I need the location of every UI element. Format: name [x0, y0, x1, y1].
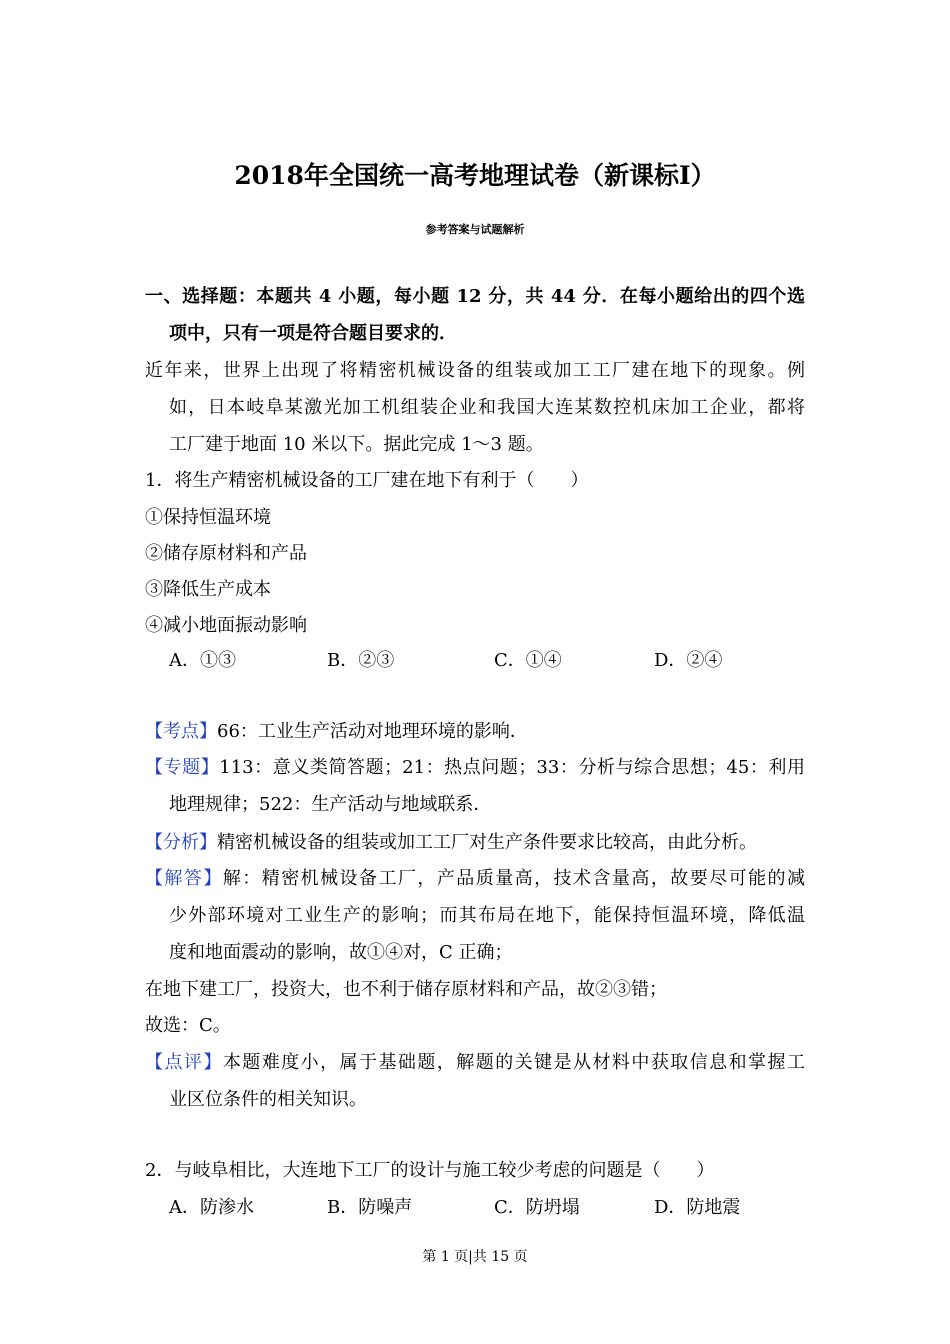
- q2-option-a: A．防渗水: [169, 1197, 254, 1218]
- jieda-cont: 少外部环境对工业生产的影响；而其布局在地下，能保持恒温环境，降低温: [169, 905, 805, 926]
- jieda: [145, 867, 805, 891]
- question-2-stem: 2．与岐阜相比，大连地下工厂的设计与施工较少考虑的问题是（ ）: [145, 1160, 715, 1181]
- page-footer: 第 1 页|共 15 页: [422, 1249, 528, 1265]
- jieda-tag: 【解答】: [145, 868, 223, 889]
- fenxi-text: 精密机械设备的组装或加工工厂对生产条件要求比较高，由此分析。: [217, 832, 757, 853]
- jieda-cont: 度和地面震动的影响，故①④对，C 正确；: [169, 942, 513, 963]
- q1-option-c: C．①④: [494, 650, 562, 671]
- kaodian-tag: 【考点】: [145, 721, 217, 742]
- dianping: [145, 1051, 805, 1075]
- section-heading-cont: 项中，只有一项是符合题目要求的．: [169, 323, 457, 344]
- dianping-tag: 【点评】: [145, 1052, 223, 1073]
- q1-item: ③降低生产成本: [145, 579, 271, 600]
- jieda-text: 解：精密机械设备工厂，产品质量高，技术含量高，故要尽可能的减: [222, 868, 806, 889]
- zhuanti-cont: 地理规律；522：生产活动与地域联系．: [169, 794, 492, 815]
- fenxi: [145, 831, 805, 855]
- q1-option-a: A．①③: [169, 650, 236, 671]
- dianping-text: 本题难度小，属于基础题，解题的关键是从材料中获取信息和掌握工: [222, 1052, 806, 1073]
- dianping-cont: 业区位条件的相关知识。: [169, 1089, 367, 1110]
- q1-item: ②储存原材料和产品: [145, 543, 307, 564]
- q2-option-b: B．防噪声: [327, 1197, 413, 1218]
- jieda-cont: 在地下建工厂，投资大，也不利于储存原材料和产品，故②③错；: [145, 979, 667, 1000]
- page-title: 2018年全国统一高考地理试卷（新课标Ⅰ）: [234, 161, 716, 190]
- q2-option-c: C．防坍塌: [494, 1197, 580, 1218]
- section-heading: 一、选择题：本题共 4 小题，每小题 12 分，共 44 分．在每小题给出的四个选: [145, 286, 805, 307]
- zhuanti: [145, 756, 805, 780]
- q1-item: ①保持恒温环境: [145, 507, 271, 528]
- intro-text: 如，日本岐阜某激光加工机组装企业和我国大连某数控机床加工企业，都将: [169, 397, 805, 418]
- zhuanti-tag: 【专题】: [145, 757, 220, 778]
- q1-item: ④减小地面振动影响: [145, 615, 307, 636]
- question-1-stem: 1．将生产精密机械设备的工厂建在地下有利于（ ）: [145, 470, 589, 491]
- kaodian: [145, 720, 805, 744]
- intro-text: 工厂建于地面 10 米以下。据此完成 1～3 题。: [169, 434, 544, 455]
- kaodian-text: 66：工业生产活动对地理环境的影响．: [217, 721, 528, 742]
- q1-option-d: D．②④: [654, 650, 723, 671]
- q2-option-d: D．防地震: [654, 1197, 741, 1218]
- page-subtitle: 参考答案与试题解析: [425, 223, 525, 236]
- q1-option-b: B．②③: [327, 650, 395, 671]
- jieda-answer: 故选：C。: [145, 1015, 231, 1036]
- intro-text: 近年来，世界上出现了将精密机械设备的组装或加工工厂建在地下的现象。例: [145, 360, 805, 381]
- zhuanti-text: 113：意义类简答题；21：热点问题；33：分析与综合思想；45：利用: [219, 757, 805, 778]
- fenxi-tag: 【分析】: [145, 832, 217, 853]
